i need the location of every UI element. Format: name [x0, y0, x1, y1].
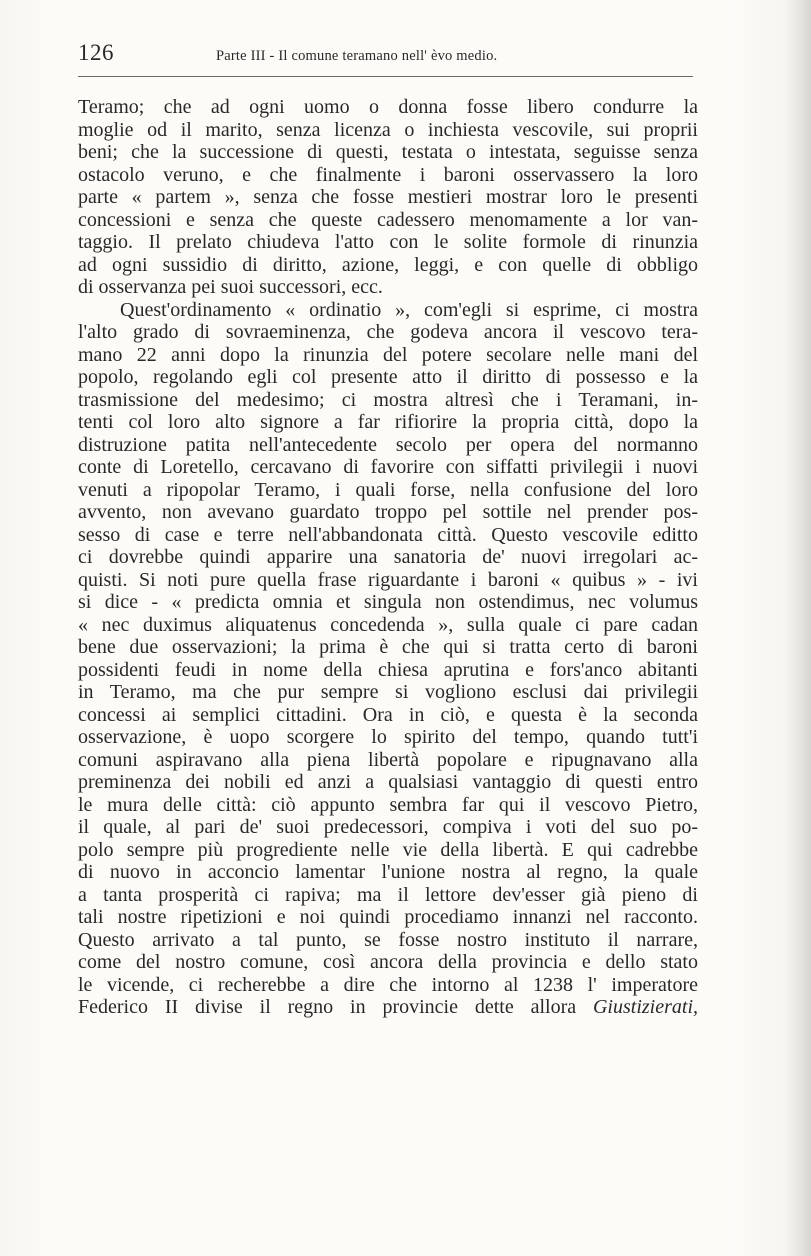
text-line: beni; che la successione di questi, testata o intestata, seguisse senza [78, 141, 698, 163]
text-line: « nec duximus aliquatenus concedenda », sulla quale ci pare cadan [78, 613, 698, 636]
text-line: Teramo; che ad ogni uomo o donna fosse libero condurre la [78, 96, 698, 118]
text-line: taggio. Il prelato chiudeva l'atto con le solite formole di rinunzia [78, 231, 698, 253]
text-line: bene due osservazioni; la prima è che qui si tratta certo di baroni [78, 636, 698, 658]
text-line: possidenti feudi in nome della chiesa aprutina e fors'anco abitanti [78, 658, 698, 681]
text-line: concessi ai semplici cittadini. Ora in ciò, e questa è la seconda [78, 703, 698, 726]
text-line: Quest'ordinamento « ordinatio », com'egli si esprime, ci mostra [120, 298, 698, 321]
text-line: avvento, non avevano guardato troppo pel sottile nel prender pos- [78, 501, 698, 523]
text-line: osservazione, è uopo scorgere lo spirito del tempo, quando tutt'i [78, 726, 698, 748]
spine-shadow [785, 0, 811, 1256]
text-line: parte « partem », senza che fosse mestieri mostrar loro le presenti [78, 186, 698, 208]
text-line: l'alto grado di sovraeminenza, che godeva ancora il vescovo tera- [78, 321, 698, 343]
text-line: venuti a ripopolar Teramo, i quali forse, nella confusione del loro [78, 478, 698, 501]
text-line: si dice - « predicta omnia et singula non ostendimus, nec volumus [78, 591, 698, 613]
body-text [78, 96, 698, 1019]
text-line-final [78, 996, 698, 1019]
text-line: ad ogni sussidio di diritto, azione, leggi, e con quelle di obbligo [78, 253, 698, 276]
text-line: le mura delle città: ciò appunto sembra far qui il vescovo Pietro, [78, 793, 698, 816]
text-line: moglie od il marito, senza licenza o inchiesta vescovile, sui proprii [78, 118, 698, 141]
text-line: quisti. Si noti pure quella frase riguardante i baroni « quibus » - ivi [78, 568, 698, 591]
text-line: ostacolo veruno, e che finalmente i baroni osservassero la loro [78, 163, 698, 186]
page-header [78, 38, 693, 74]
text-line: trasmissione del medesimo; ci mostra altresì che i Teramani, in- [78, 388, 698, 411]
text-line: conte di Loretello, cercavano di favorire con siffatti privilegii i nuovi [78, 456, 698, 478]
text-line: di nuovo in acconcio lamentar l'unione nostra al regno, la quale [78, 861, 698, 883]
text-line: tenti col loro alto signore a far rifiorire la propria città, dopo la [78, 411, 698, 433]
running-head: Parte III - Il comune teramano nell' èvo medio. [216, 48, 498, 64]
final-line-text: Federico II divise il regno in provincie dette allora [78, 996, 593, 1018]
text-line: tali nostre ripetizioni e noi quindi procediamo innanzi nel racconto. [78, 906, 698, 928]
text-line: in Teramo, ma che pur sempre si vogliono esclusi dai privilegii [78, 681, 698, 703]
text-line: comuni aspiravano alla piena libertà popolare e ripugnavano alla [78, 748, 698, 771]
text-line: mano 22 anni dopo la rinunzia del potere secolare nelle mani del [78, 343, 698, 366]
header-rule [78, 76, 693, 77]
text-line: le vicende, ci recherebbe a dire che intorno al 1238 l' imperatore [78, 973, 698, 996]
italic-term: Giustizierati, [592, 996, 698, 1018]
text-line: di osservanza pei suoi successori, ecc. [78, 276, 383, 298]
text-line: il quale, al pari de' suoi predecessori, compiva i voti del suo po- [78, 816, 698, 838]
text-line: a tanta prosperità ci rapiva; ma il lettore dev'esser già pieno di [78, 883, 698, 906]
text-line: concessioni e senza che queste cadessero menomamente a lor van- [78, 208, 698, 231]
text-line: sesso di case e terre nell'abbandonata città. Questo vescovile editto [78, 523, 698, 546]
text-line: ci dovrebbe quindi apparire una sanatoria de' nuovi irregolari ac- [78, 546, 698, 568]
text-line: come del nostro comune, così ancora della provincia e dello stato [78, 951, 698, 973]
text-line: Questo arrivato a tal punto, se fosse nostro instituto il narrare, [78, 928, 698, 951]
text-line: distruzione patita nell'antecedente secolo per opera del normanno [78, 433, 698, 456]
page-number: 126 [78, 40, 114, 65]
text-line: polo sempre più progrediente nelle vie della libertà. E qui cadrebbe [78, 838, 698, 861]
text-line: popolo, regolando egli col presente atto il diritto di possesso e la [78, 366, 698, 388]
text-line: preminenza dei nobili ed anzi a qualsiasi vantaggio di questi entro [78, 771, 698, 793]
